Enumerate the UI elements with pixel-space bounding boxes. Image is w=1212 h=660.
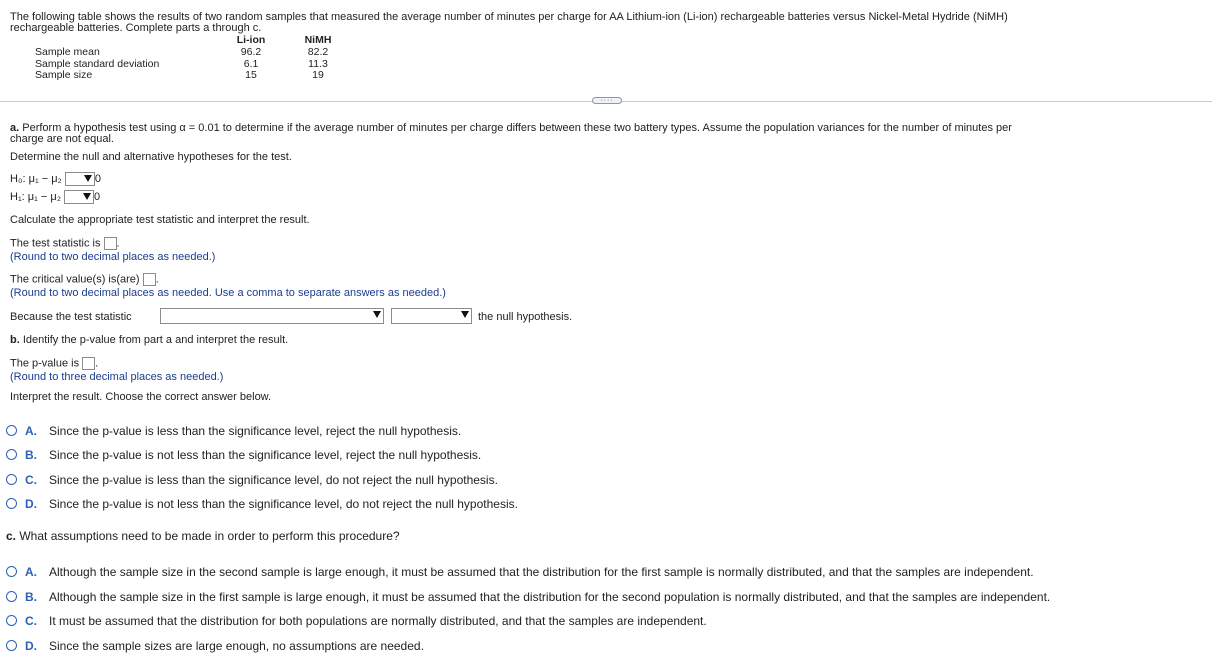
p-value-input[interactable] <box>82 357 95 370</box>
interpret-prompt: Interpret the result. Choose the correct answer below. <box>10 391 272 403</box>
test-statistic-input[interactable] <box>104 237 117 250</box>
row-label-size: Sample size <box>35 69 93 81</box>
reject-decision-dropdown[interactable] <box>391 308 472 324</box>
chevron-down-icon <box>84 175 92 182</box>
h0-row <box>10 172 101 186</box>
radio-button[interactable] <box>6 498 17 509</box>
part-c-prompt: c. What assumptions need to be made in order to perform this procedure? <box>6 529 400 543</box>
intro-text <box>10 12 1008 34</box>
intro-line-1: The following table shows the results of two random samples that measured the average number of minutes per charge for AA Lithium-ion (Li-ion) rechargeable batteries versus Nickel-Metal Hydride (NiMH) <box>10 11 1008 23</box>
part-a-prompt: a. Perform a hypothesis test using α = 0.01 to determine if the average number of minutes per charge differs between these two battery types. Assume the population variances for the number of minutes per charge are not equal. <box>10 122 1012 145</box>
radio-button[interactable] <box>6 474 17 485</box>
chevron-down-icon <box>373 311 381 318</box>
cell-sd-nimh: 11.3 <box>308 58 328 70</box>
part-b-option-d[interactable]: D. Since the p-value is not less than the significance level, do not reject the null hypothesis. <box>6 497 518 511</box>
radio-button[interactable] <box>6 591 17 602</box>
part-a-prompt-line-1: Perform a hypothesis test using α = 0.01 to determine if the average number of minutes per charge differs between these two battery types. Assume the population variances for the number of minutes per <box>22 122 1012 134</box>
cell-mean-nimh: 82.2 <box>307 46 329 58</box>
part-b-option-a[interactable]: A. Since the p-value is less than the significance level, reject the null hypothesis. <box>6 424 461 438</box>
h0-operator-dropdown[interactable] <box>65 172 95 186</box>
h0-label: H₀: μ₁ − μ₂ <box>10 172 62 185</box>
part-c-option-b[interactable]: B. Although the sample size in the first sample is large enough, it must be assumed that the distribution for the second population is normally distributed, and that the samples are independent. <box>6 590 1050 604</box>
cell-sd-liion: 6.1 <box>243 58 259 70</box>
null-hypothesis-suffix: the null hypothesis. <box>478 311 573 323</box>
critical-value-input[interactable] <box>143 273 156 286</box>
radio-button[interactable] <box>6 615 17 626</box>
radio-button[interactable] <box>6 425 17 436</box>
h1-operator-dropdown[interactable] <box>64 190 94 204</box>
intro-line-2: rechargeable batteries. Complete parts a through c. <box>10 22 262 34</box>
row-label-sd: Sample standard deviation <box>35 58 160 70</box>
chevron-down-icon <box>461 311 469 318</box>
expand-more-button[interactable]: ···· <box>592 97 622 104</box>
part-b-option-b[interactable]: B. Since the p-value is not less than the significance level, reject the null hypothesis. <box>6 448 481 462</box>
part-c-option-d[interactable]: D. Since the sample sizes are large enough, no assumptions are needed. <box>6 639 424 653</box>
p-value-label: The p-value is <box>10 357 80 370</box>
because-label: Because the test statistic <box>10 311 132 323</box>
h1-label: H₁: μ₁ − μ₂ <box>10 190 61 203</box>
chevron-down-icon <box>83 193 91 200</box>
test-statistic-hint: (Round to two decimal places as needed.) <box>10 251 216 263</box>
calculate-prompt: Calculate the appropriate test statistic and interpret the result. <box>10 214 310 226</box>
cell-mean-liion: 96.2 <box>240 46 262 58</box>
h1-row <box>10 190 100 204</box>
radio-button[interactable] <box>6 449 17 460</box>
critical-value-row: The critical value(s) is(are) . <box>10 273 159 286</box>
p-value-row: The p-value is . <box>10 357 99 370</box>
cell-size-liion: 15 <box>245 69 257 81</box>
critical-value-hint: (Round to two decimal places as needed. Use a comma to separate answers as needed.) <box>10 287 446 299</box>
test-statistic-row: The test statistic is . <box>10 237 120 250</box>
critical-value-label: The critical value(s) is(are) <box>10 273 140 286</box>
col-header-nimh: NiMH <box>304 34 332 46</box>
p-value-hint: (Round to three decimal places as needed.) <box>10 371 224 383</box>
part-a-prompt-line-2: charge are not equal. <box>10 133 114 145</box>
cell-size-nimh: 19 <box>312 69 324 81</box>
part-c-option-a[interactable]: A. Although the sample size in the second sample is large enough, it must be assumed that the distribution for the first sample is normally distributed, and that the samples are independent. <box>6 565 1034 579</box>
row-label-mean: Sample mean <box>35 46 100 58</box>
part-b-option-c[interactable]: C. Since the p-value is less than the significance level, do not reject the null hypothesis. <box>6 473 498 487</box>
part-b-prompt: b. Identify the p-value from part a and interpret the result. <box>10 334 289 346</box>
part-c-option-c[interactable]: C. It must be assumed that the distribution for both populations are normally distributed, and that the samples are independent. <box>6 614 707 628</box>
radio-button[interactable] <box>6 640 17 651</box>
radio-button[interactable] <box>6 566 17 577</box>
test-statistic-label: The test statistic is <box>10 237 101 250</box>
h0-value: 0 <box>94 172 102 185</box>
col-header-li-ion: Li-ion <box>236 34 266 46</box>
h1-value: 0 <box>94 190 101 203</box>
test-statistic-comparison-dropdown[interactable] <box>160 308 384 324</box>
hypotheses-prompt: Determine the null and alternative hypotheses for the test. <box>10 151 292 163</box>
